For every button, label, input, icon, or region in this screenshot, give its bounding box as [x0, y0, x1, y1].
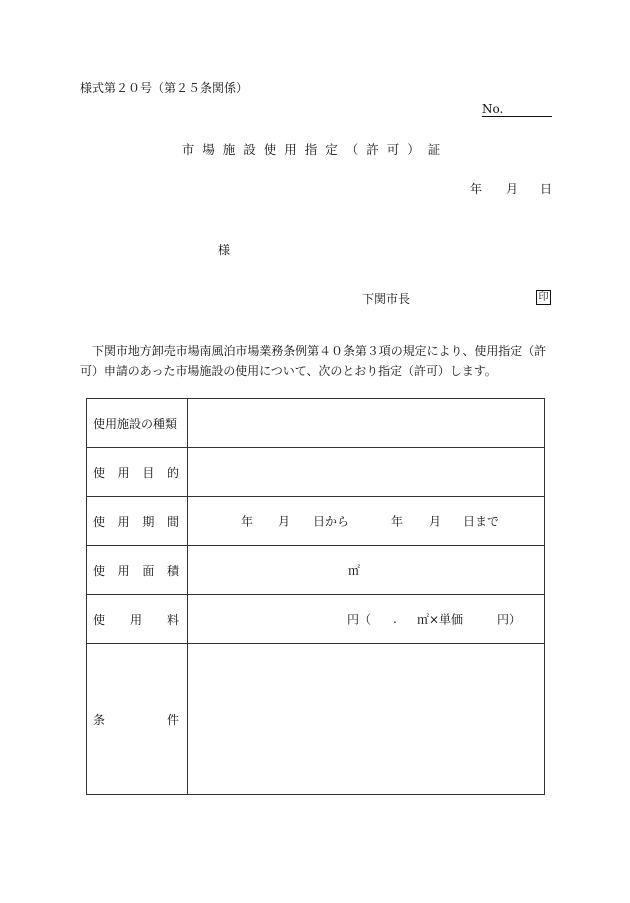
row-label-facility-type: 使用施設の種類	[87, 399, 188, 448]
table-row	[87, 546, 545, 595]
row-label-conditions	[87, 644, 188, 795]
purpose-value	[188, 448, 545, 497]
label-char: 用	[117, 514, 130, 529]
table-row	[87, 448, 545, 497]
period-end-month: 月	[429, 514, 442, 529]
label-char: 使	[93, 563, 106, 578]
date-day-label: 日	[540, 182, 553, 196]
label-char: 的	[166, 465, 179, 480]
date-year-label: 年	[470, 182, 483, 196]
body-text: 下関市地方卸売市場南風泊市場業務条例第４０条第３項の規定により、使用指定（許可）申請のあった市場施設の使用について、次のとおり指定（許可）します。	[80, 344, 547, 378]
label-char: 件	[166, 712, 179, 727]
table-row	[87, 399, 545, 448]
row-label-area	[87, 546, 188, 595]
area-value	[188, 546, 545, 595]
row-label-purpose	[87, 448, 188, 497]
label-char: 使	[93, 514, 106, 529]
label-char: 使	[93, 612, 106, 627]
table-row	[87, 644, 545, 795]
label-char: 料	[166, 612, 179, 627]
fee-decimal-point: .	[393, 612, 397, 626]
label-char: 間	[166, 514, 179, 529]
label-char: 目	[142, 465, 155, 480]
period-start-year: 年	[241, 514, 254, 529]
row-label-fee	[87, 595, 188, 644]
period-end-day: 日まで	[463, 514, 500, 529]
recipient-honorific: 様	[218, 243, 231, 257]
label-char: 用	[117, 465, 130, 480]
document-number-label: No.	[482, 102, 552, 117]
details-table	[86, 398, 545, 795]
fee-value	[188, 595, 545, 644]
facility-type-value	[188, 399, 545, 448]
fee-yen: 円（	[347, 612, 372, 627]
label-char: 条	[93, 712, 106, 727]
document-title: 市場施設使用指定（許可）証	[181, 142, 449, 157]
table-row	[87, 595, 545, 644]
period-value	[188, 497, 545, 546]
label-char: 使	[93, 465, 106, 480]
label-char: 用	[129, 612, 142, 627]
fee-yen-end: 円）	[497, 612, 522, 627]
period-end-year: 年	[391, 514, 404, 529]
label-char: 用	[117, 563, 130, 578]
seal-mark: 印	[536, 290, 551, 305]
fee-unit-rate: ㎡×単価	[417, 612, 464, 627]
table-row	[87, 497, 545, 546]
period-start-month: 月	[278, 514, 291, 529]
label-char: 期	[142, 514, 155, 529]
label-char: 積	[166, 563, 179, 578]
label-char: 面	[142, 563, 155, 578]
form-number: 様式第２０号（第２５条関係）	[80, 81, 249, 95]
date-month-label: 月	[506, 182, 519, 196]
area-unit: ㎡	[348, 563, 361, 578]
issuer-name: 下関市長	[362, 292, 411, 306]
conditions-value	[188, 644, 545, 795]
row-label-period	[87, 497, 188, 546]
period-start-day: 日から	[313, 514, 350, 529]
